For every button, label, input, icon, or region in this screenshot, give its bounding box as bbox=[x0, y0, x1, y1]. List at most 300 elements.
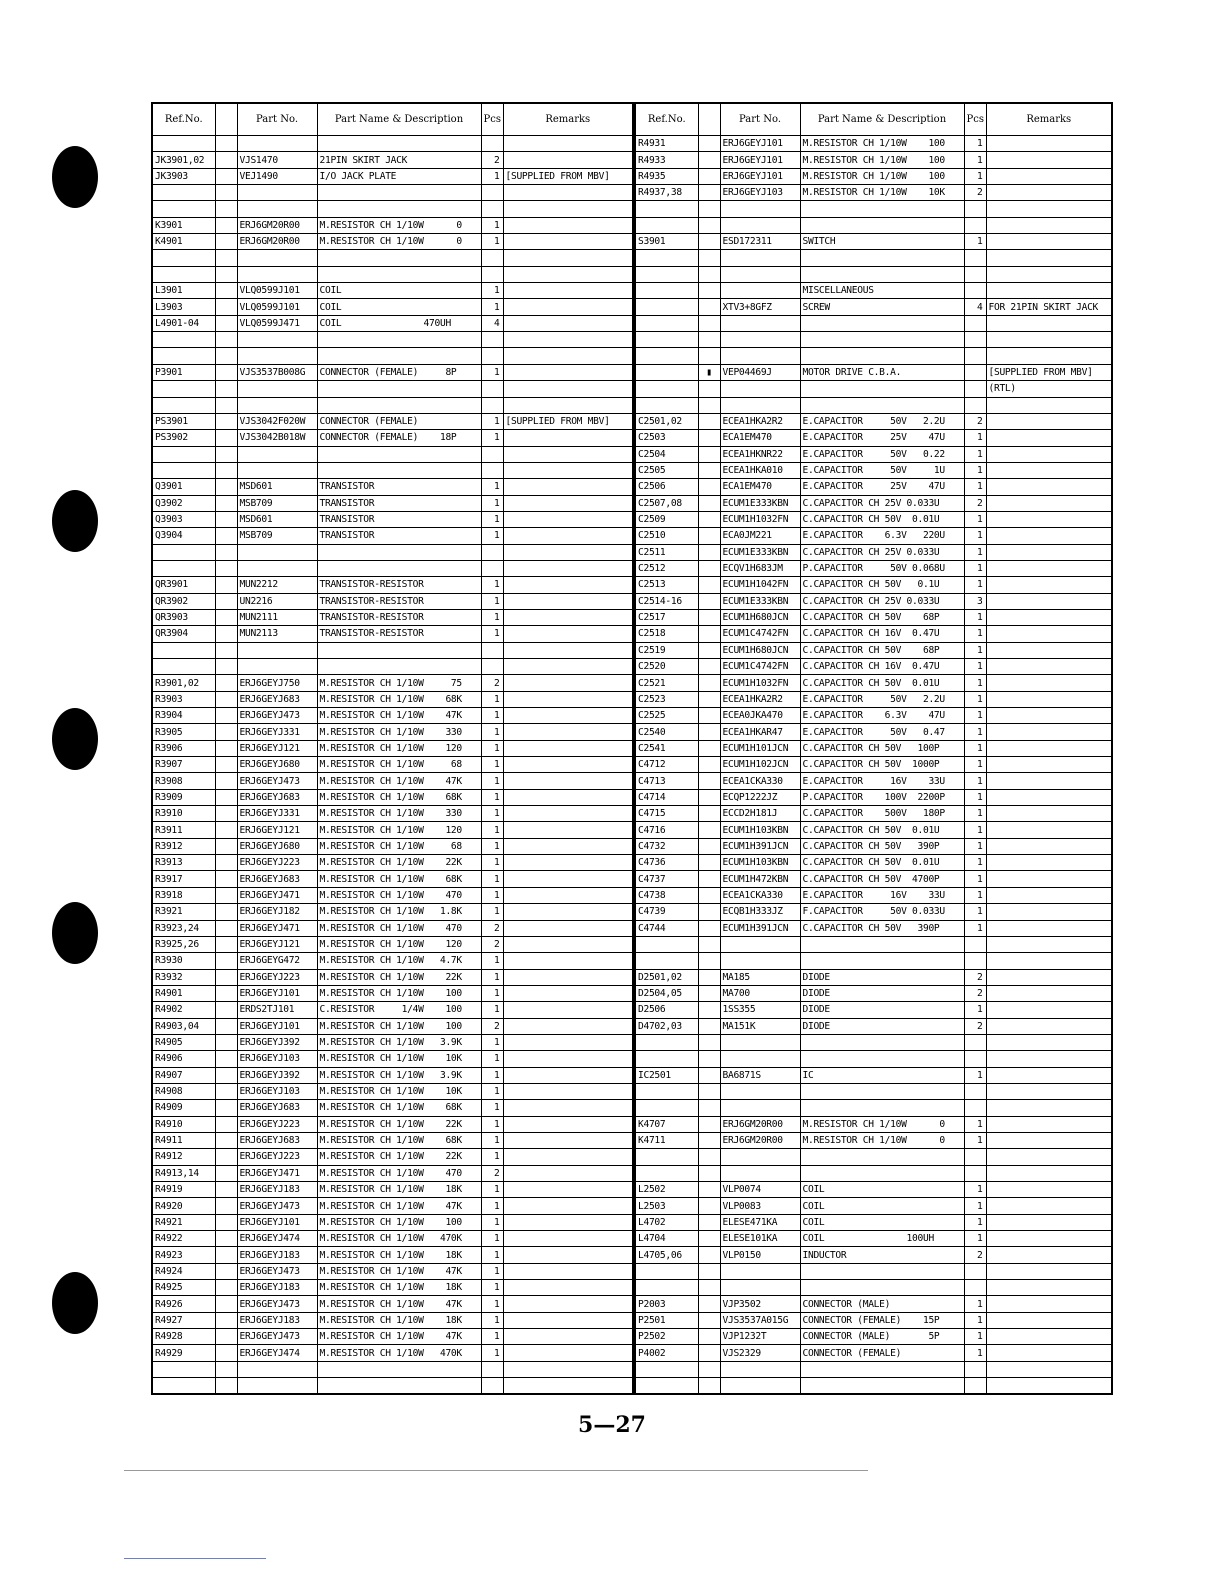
remarks-cell bbox=[503, 560, 633, 576]
description-cell bbox=[317, 1378, 481, 1395]
remarks-cell bbox=[986, 1198, 1112, 1214]
description-cell: M.RESISTOR CH 1/10W 470 bbox=[317, 1165, 481, 1181]
binder-hole bbox=[52, 490, 98, 552]
pcs-cell: 1 bbox=[481, 855, 503, 871]
ref-no-cell: L3901 bbox=[152, 283, 215, 299]
pcs-cell bbox=[481, 250, 503, 266]
description-cell: CONNECTOR (FEMALE) 15P bbox=[800, 1312, 964, 1328]
ref-no-cell: C2517 bbox=[635, 609, 698, 625]
part-no-cell bbox=[237, 250, 317, 266]
description-cell: DIODE bbox=[800, 985, 964, 1001]
part-no-cell: MA185 bbox=[720, 969, 800, 985]
table-row bbox=[635, 1247, 1112, 1263]
remarks-cell bbox=[986, 250, 1112, 266]
ref-no-cell bbox=[635, 381, 698, 397]
remarks-cell bbox=[986, 953, 1112, 969]
remarks-cell bbox=[503, 773, 633, 789]
remarks-cell bbox=[503, 724, 633, 740]
remarks-cell bbox=[986, 528, 1112, 544]
marker-cell bbox=[215, 1296, 237, 1312]
ref-no-cell: Q3902 bbox=[152, 495, 215, 511]
marker-cell bbox=[698, 577, 720, 593]
pcs-cell: 1 bbox=[481, 430, 503, 446]
table-header-row bbox=[635, 103, 1112, 136]
ref-no-cell: P4002 bbox=[635, 1345, 698, 1361]
description-cell: M.RESISTOR CH 1/10W 22K bbox=[317, 969, 481, 985]
table-row bbox=[152, 936, 633, 952]
ref-no-cell: Q3904 bbox=[152, 528, 215, 544]
description-cell: COIL bbox=[800, 1214, 964, 1230]
remarks-cell bbox=[503, 152, 633, 168]
marker-cell bbox=[698, 1132, 720, 1148]
ref-no-cell: C4739 bbox=[635, 904, 698, 920]
ref-no-cell: IC2501 bbox=[635, 1067, 698, 1083]
pcs-cell: 1 bbox=[964, 152, 986, 168]
remarks-cell bbox=[986, 708, 1112, 724]
table-row bbox=[635, 332, 1112, 348]
parts-table-right bbox=[634, 102, 1113, 1395]
table-row bbox=[152, 1231, 633, 1247]
marker-cell bbox=[698, 1182, 720, 1198]
ref-no-cell bbox=[152, 659, 215, 675]
table-row bbox=[635, 642, 1112, 658]
table-row bbox=[635, 446, 1112, 462]
ref-no-cell: R4919 bbox=[152, 1182, 215, 1198]
table-row bbox=[635, 1312, 1112, 1328]
remarks-cell bbox=[503, 593, 633, 609]
header-part-no: Part No. bbox=[237, 103, 317, 136]
marker-cell bbox=[215, 675, 237, 691]
remarks-cell bbox=[503, 217, 633, 233]
description-cell: COIL bbox=[800, 1198, 964, 1214]
part-no-cell: ERJ6GM20R00 bbox=[237, 217, 317, 233]
part-no-cell: ERJ6GEYJ473 bbox=[237, 1263, 317, 1279]
ref-no-cell: R3925,26 bbox=[152, 936, 215, 952]
remarks-cell: [SUPPLIED FROM MBV] bbox=[503, 413, 633, 429]
pcs-cell bbox=[481, 185, 503, 201]
marker-cell bbox=[215, 773, 237, 789]
pcs-cell: 1 bbox=[481, 822, 503, 838]
part-no-cell: ERJ6GEYJ750 bbox=[237, 675, 317, 691]
ref-no-cell bbox=[152, 560, 215, 576]
part-no-cell bbox=[237, 1361, 317, 1377]
pcs-cell: 1 bbox=[481, 1182, 503, 1198]
remarks-cell bbox=[986, 1051, 1112, 1067]
marker-cell bbox=[698, 266, 720, 282]
table-row bbox=[152, 1214, 633, 1230]
ref-no-cell: C2514-16 bbox=[635, 593, 698, 609]
table-row bbox=[635, 871, 1112, 887]
remarks-cell bbox=[503, 234, 633, 250]
description-cell: C.CAPACITOR CH 50V 0.01U bbox=[800, 675, 964, 691]
remarks-cell bbox=[986, 1149, 1112, 1165]
part-no-cell: ECUM1E333KBN bbox=[720, 544, 800, 560]
remarks-cell bbox=[503, 266, 633, 282]
pcs-cell: 1 bbox=[964, 1214, 986, 1230]
marker-cell bbox=[698, 757, 720, 773]
description-cell: C.CAPACITOR CH 50V 390P bbox=[800, 920, 964, 936]
remarks-cell bbox=[986, 544, 1112, 560]
description-cell: TRANSISTOR-RESISTOR bbox=[317, 593, 481, 609]
marker-cell bbox=[698, 1083, 720, 1099]
part-no-cell bbox=[720, 315, 800, 331]
ref-no-cell: L4702 bbox=[635, 1214, 698, 1230]
remarks-cell bbox=[503, 953, 633, 969]
ref-no-cell: R4928 bbox=[152, 1329, 215, 1345]
table-row bbox=[152, 1345, 633, 1361]
pcs-cell: 1 bbox=[481, 1100, 503, 1116]
part-no-cell bbox=[237, 332, 317, 348]
marker-cell bbox=[698, 1247, 720, 1263]
part-no-cell: ERJ6GEYJ392 bbox=[237, 1067, 317, 1083]
binder-hole bbox=[52, 708, 98, 770]
marker-cell bbox=[698, 1296, 720, 1312]
remarks-cell bbox=[503, 626, 633, 642]
ref-no-cell: R4926 bbox=[152, 1296, 215, 1312]
description-cell: P.CAPACITOR 50V 0.068U bbox=[800, 560, 964, 576]
remarks-cell bbox=[503, 985, 633, 1001]
part-no-cell: VEJ1490 bbox=[237, 168, 317, 184]
ref-no-cell: C2518 bbox=[635, 626, 698, 642]
description-cell: C.CAPACITOR CH 25V 0.033U bbox=[800, 544, 964, 560]
ref-no-cell bbox=[635, 1034, 698, 1050]
description-cell: M.RESISTOR CH 1/10W 0 bbox=[800, 1116, 964, 1132]
part-no-cell bbox=[720, 381, 800, 397]
marker-cell bbox=[698, 315, 720, 331]
part-no-cell: ELESE471KA bbox=[720, 1214, 800, 1230]
marker-cell bbox=[698, 822, 720, 838]
table-row bbox=[635, 626, 1112, 642]
description-cell: P.CAPACITOR 100V 2200P bbox=[800, 789, 964, 805]
table-row bbox=[635, 593, 1112, 609]
marker-cell bbox=[215, 1329, 237, 1345]
marker-cell bbox=[698, 708, 720, 724]
pcs-cell: 2 bbox=[481, 936, 503, 952]
ref-no-cell: R4907 bbox=[152, 1067, 215, 1083]
pcs-cell: 2 bbox=[481, 152, 503, 168]
part-no-cell bbox=[720, 1100, 800, 1116]
table-row bbox=[152, 855, 633, 871]
ref-no-cell: L4705,06 bbox=[635, 1247, 698, 1263]
table-row bbox=[152, 560, 633, 576]
table-row bbox=[635, 315, 1112, 331]
part-no-cell: ELESE101KA bbox=[720, 1231, 800, 1247]
remarks-cell bbox=[503, 887, 633, 903]
pcs-cell: 1 bbox=[481, 1312, 503, 1328]
remarks-cell bbox=[986, 397, 1112, 413]
table-row bbox=[152, 1034, 633, 1050]
ref-no-cell: R3932 bbox=[152, 969, 215, 985]
description-cell: M.RESISTOR CH 1/10W 18K bbox=[317, 1182, 481, 1198]
remarks-cell bbox=[986, 413, 1112, 429]
remarks-cell bbox=[503, 871, 633, 887]
marker-cell bbox=[215, 332, 237, 348]
marker-cell bbox=[698, 201, 720, 217]
marker-cell bbox=[215, 691, 237, 707]
pcs-cell: 1 bbox=[481, 1051, 503, 1067]
description-cell: M.RESISTOR CH 1/10W 75 bbox=[317, 675, 481, 691]
part-no-cell: ECUM1H1032FN bbox=[720, 675, 800, 691]
remarks-cell bbox=[503, 1345, 633, 1361]
description-cell: DIODE bbox=[800, 1018, 964, 1034]
ref-no-cell: R4903,04 bbox=[152, 1018, 215, 1034]
pcs-cell bbox=[964, 250, 986, 266]
table-row bbox=[635, 1182, 1112, 1198]
part-no-cell: ERJ6GM20R00 bbox=[720, 1116, 800, 1132]
ref-no-cell: R4933 bbox=[635, 152, 698, 168]
part-no-cell: VJS3042B018W bbox=[237, 430, 317, 446]
table-row bbox=[635, 1034, 1112, 1050]
marker-cell bbox=[215, 201, 237, 217]
part-no-cell: ECQV1H683JM bbox=[720, 560, 800, 576]
marker-cell bbox=[698, 1149, 720, 1165]
marker-cell bbox=[698, 1116, 720, 1132]
part-no-cell bbox=[237, 185, 317, 201]
description-cell: 21PIN SKIRT JACK bbox=[317, 152, 481, 168]
table-row bbox=[152, 757, 633, 773]
description-cell bbox=[800, 315, 964, 331]
ref-no-cell: C4744 bbox=[635, 920, 698, 936]
ref-no-cell: R4902 bbox=[152, 1002, 215, 1018]
part-no-cell: ERJ6GEYJ392 bbox=[237, 1034, 317, 1050]
pcs-cell: 1 bbox=[481, 1132, 503, 1148]
pcs-cell: 2 bbox=[481, 675, 503, 691]
remarks-cell bbox=[986, 1312, 1112, 1328]
pcs-cell: 1 bbox=[964, 1182, 986, 1198]
marker-cell bbox=[215, 593, 237, 609]
ref-no-cell: P2501 bbox=[635, 1312, 698, 1328]
pcs-cell: 2 bbox=[964, 1018, 986, 1034]
description-cell: M.RESISTOR CH 1/10W 0 bbox=[317, 217, 481, 233]
table-row bbox=[152, 1083, 633, 1099]
description-cell: COIL 470UH bbox=[317, 315, 481, 331]
part-no-cell bbox=[720, 1280, 800, 1296]
remarks-cell bbox=[986, 430, 1112, 446]
part-no-cell: ERJ6GEYJ103 bbox=[237, 1051, 317, 1067]
pcs-cell: 1 bbox=[481, 691, 503, 707]
pcs-cell bbox=[964, 1378, 986, 1395]
marker-cell bbox=[698, 920, 720, 936]
part-no-cell: ECA1EM470 bbox=[720, 430, 800, 446]
description-cell: INDUCTOR bbox=[800, 1247, 964, 1263]
ref-no-cell: L4901-04 bbox=[152, 315, 215, 331]
part-no-cell: ECUM1H680JCN bbox=[720, 609, 800, 625]
description-cell bbox=[800, 1378, 964, 1395]
remarks-cell bbox=[986, 609, 1112, 625]
marker-cell bbox=[215, 740, 237, 756]
description-cell: M.RESISTOR CH 1/10W 470K bbox=[317, 1345, 481, 1361]
ref-no-cell bbox=[635, 299, 698, 315]
table-row bbox=[152, 413, 633, 429]
ref-no-cell: R4913,14 bbox=[152, 1165, 215, 1181]
marker-cell bbox=[215, 217, 237, 233]
description-cell: CONNECTOR (FEMALE) bbox=[800, 1345, 964, 1361]
part-no-cell: ECUM1C4742FN bbox=[720, 626, 800, 642]
table-row bbox=[635, 413, 1112, 429]
page-number: 5—27 bbox=[578, 1412, 646, 1438]
remarks-cell bbox=[503, 1247, 633, 1263]
remarks-cell bbox=[986, 626, 1112, 642]
pcs-cell: 1 bbox=[964, 609, 986, 625]
remarks-cell bbox=[503, 1312, 633, 1328]
pcs-cell: 1 bbox=[964, 887, 986, 903]
marker-cell bbox=[215, 708, 237, 724]
remarks-cell bbox=[503, 1083, 633, 1099]
ref-no-cell bbox=[635, 1263, 698, 1279]
part-no-cell: ERJ6GEYJ683 bbox=[237, 1132, 317, 1148]
remarks-cell bbox=[503, 1165, 633, 1181]
description-cell: M.RESISTOR CH 1/10W 100 bbox=[800, 152, 964, 168]
part-no-cell: MA700 bbox=[720, 985, 800, 1001]
pcs-cell: 1 bbox=[481, 757, 503, 773]
remarks-cell bbox=[986, 1361, 1112, 1377]
remarks-cell bbox=[986, 838, 1112, 854]
remarks-cell bbox=[503, 1280, 633, 1296]
marker-cell bbox=[698, 430, 720, 446]
ref-no-cell: R3930 bbox=[152, 953, 215, 969]
table-row bbox=[635, 266, 1112, 282]
pcs-cell: 1 bbox=[481, 577, 503, 593]
pcs-cell bbox=[481, 201, 503, 217]
table-row bbox=[152, 659, 633, 675]
binder-hole bbox=[52, 1272, 98, 1334]
remarks-cell bbox=[503, 822, 633, 838]
pcs-cell bbox=[481, 1361, 503, 1377]
ref-no-cell: QR3901 bbox=[152, 577, 215, 593]
pcs-cell bbox=[481, 332, 503, 348]
marker-cell bbox=[698, 887, 720, 903]
pcs-cell bbox=[964, 348, 986, 364]
description-cell bbox=[317, 544, 481, 560]
description-cell: M.RESISTOR CH 1/10W 470K bbox=[317, 1231, 481, 1247]
ref-no-cell: R4929 bbox=[152, 1345, 215, 1361]
remarks-cell bbox=[986, 773, 1112, 789]
pcs-cell bbox=[481, 659, 503, 675]
ref-no-cell bbox=[635, 250, 698, 266]
part-no-cell: ERJ6GEYJ474 bbox=[237, 1231, 317, 1247]
remarks-cell bbox=[986, 168, 1112, 184]
table-row bbox=[635, 217, 1112, 233]
part-no-cell: ECQP1222JZ bbox=[720, 789, 800, 805]
pcs-cell: 1 bbox=[481, 904, 503, 920]
part-no-cell: VLP0083 bbox=[720, 1198, 800, 1214]
pcs-cell: 1 bbox=[481, 1149, 503, 1165]
description-cell: C.CAPACITOR CH 50V 68P bbox=[800, 642, 964, 658]
ref-no-cell: R4937,38 bbox=[635, 185, 698, 201]
pcs-cell: 1 bbox=[964, 528, 986, 544]
description-cell: CONNECTOR (FEMALE) 8P bbox=[317, 364, 481, 380]
ref-no-cell bbox=[635, 936, 698, 952]
ref-no-cell: R3917 bbox=[152, 871, 215, 887]
part-no-cell: ERJ6GEYG472 bbox=[237, 953, 317, 969]
marker-cell bbox=[215, 1361, 237, 1377]
ref-no-cell: C2506 bbox=[635, 479, 698, 495]
remarks-cell bbox=[986, 724, 1112, 740]
description-cell: M.RESISTOR CH 1/10W 100 bbox=[317, 985, 481, 1001]
pcs-cell: 1 bbox=[964, 577, 986, 593]
remarks-cell bbox=[503, 462, 633, 478]
table-row bbox=[152, 1149, 633, 1165]
part-no-cell bbox=[237, 560, 317, 576]
description-cell: TRANSISTOR bbox=[317, 511, 481, 527]
description-cell: C.RESISTOR 1/4W 100 bbox=[317, 1002, 481, 1018]
description-cell: DIODE bbox=[800, 1002, 964, 1018]
pcs-cell bbox=[964, 936, 986, 952]
table-row bbox=[635, 1345, 1112, 1361]
remarks-cell bbox=[986, 593, 1112, 609]
table-row bbox=[635, 250, 1112, 266]
marker-cell bbox=[215, 381, 237, 397]
pcs-cell bbox=[964, 266, 986, 282]
ref-no-cell: R4910 bbox=[152, 1116, 215, 1132]
part-no-cell bbox=[237, 266, 317, 282]
part-no-cell bbox=[720, 1149, 800, 1165]
ref-no-cell bbox=[635, 201, 698, 217]
remarks-cell bbox=[503, 708, 633, 724]
remarks-cell bbox=[986, 511, 1112, 527]
pcs-cell: 2 bbox=[964, 985, 986, 1001]
description-cell bbox=[800, 1165, 964, 1181]
part-no-cell: ECEA1HKAR47 bbox=[720, 724, 800, 740]
remarks-cell bbox=[503, 397, 633, 413]
marker-cell bbox=[698, 1329, 720, 1345]
part-no-cell: ERJ6GEYJ182 bbox=[237, 904, 317, 920]
description-cell: CONNECTOR (MALE) 5P bbox=[800, 1329, 964, 1345]
marker-cell bbox=[215, 495, 237, 511]
part-no-cell bbox=[720, 217, 800, 233]
part-no-cell: ERJ6GEYJ680 bbox=[237, 757, 317, 773]
part-no-cell: ECUM1H102JCN bbox=[720, 757, 800, 773]
table-row bbox=[635, 544, 1112, 560]
part-no-cell bbox=[720, 266, 800, 282]
table-row bbox=[152, 675, 633, 691]
remarks-cell bbox=[503, 495, 633, 511]
description-cell: F.CAPACITOR 50V 0.033U bbox=[800, 904, 964, 920]
remarks-cell bbox=[503, 855, 633, 871]
marker-cell bbox=[215, 1165, 237, 1181]
pcs-cell: 1 bbox=[481, 1083, 503, 1099]
part-no-cell: ERJ6GEYJ101 bbox=[237, 985, 317, 1001]
part-no-cell: ERJ6GEYJ331 bbox=[237, 724, 317, 740]
table-row bbox=[635, 659, 1112, 675]
pcs-cell: 1 bbox=[481, 1116, 503, 1132]
table-row bbox=[635, 675, 1112, 691]
marker-cell bbox=[698, 1034, 720, 1050]
pcs-cell: 1 bbox=[481, 838, 503, 854]
ref-no-cell bbox=[635, 332, 698, 348]
table-row bbox=[152, 920, 633, 936]
pcs-cell: 1 bbox=[481, 871, 503, 887]
pcs-cell: 1 bbox=[481, 1296, 503, 1312]
part-no-cell: ECA1EM470 bbox=[720, 479, 800, 495]
description-cell bbox=[317, 446, 481, 462]
marker-cell bbox=[215, 936, 237, 952]
table-row bbox=[635, 185, 1112, 201]
table-row bbox=[152, 1002, 633, 1018]
part-no-cell: ECEA0JKA470 bbox=[720, 708, 800, 724]
ref-no-cell: C4737 bbox=[635, 871, 698, 887]
ref-no-cell: QR3904 bbox=[152, 626, 215, 642]
header-remarks: Remarks bbox=[503, 103, 633, 136]
part-no-cell bbox=[720, 250, 800, 266]
remarks-cell bbox=[503, 969, 633, 985]
part-no-cell: ERJ6GEYJ223 bbox=[237, 1116, 317, 1132]
remarks-cell bbox=[503, 446, 633, 462]
description-cell: M.RESISTOR CH 1/10W 10K bbox=[317, 1051, 481, 1067]
remarks-cell bbox=[986, 691, 1112, 707]
part-no-cell: ERJ6GM20R00 bbox=[720, 1132, 800, 1148]
remarks-cell bbox=[503, 691, 633, 707]
